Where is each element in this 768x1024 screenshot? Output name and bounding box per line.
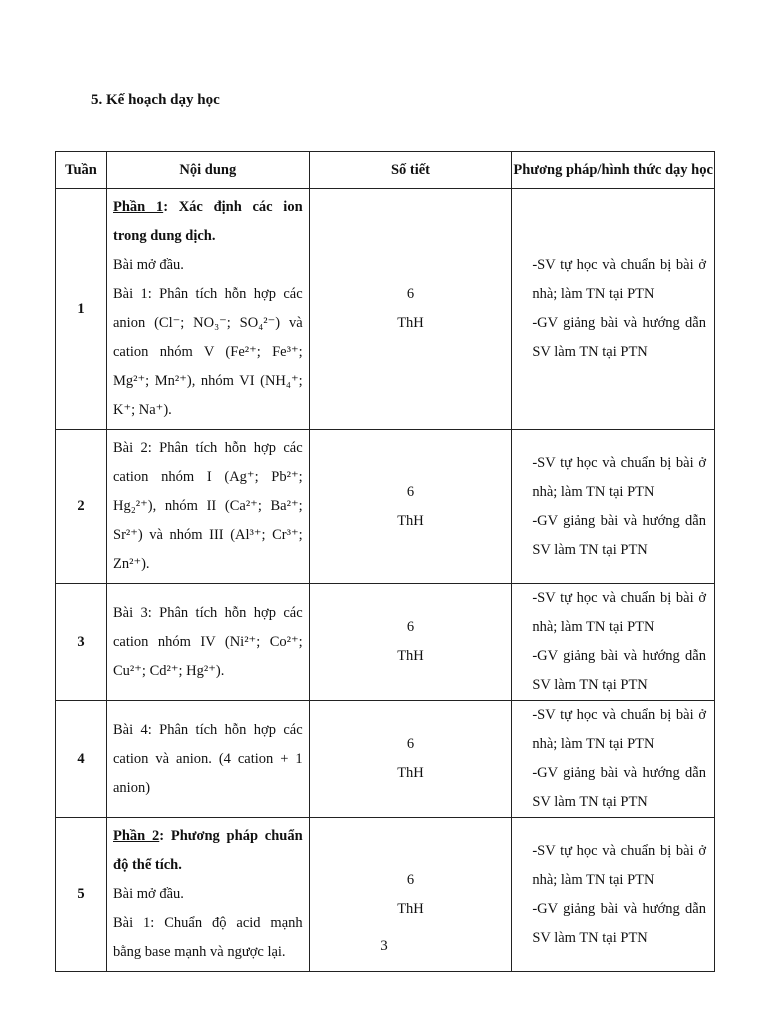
content-cell	[107, 430, 310, 584]
week-cell: 5	[56, 818, 107, 972]
method-student: -SV tự học và chuẩn bị bài ở nhà; làm TN tại PTN	[532, 707, 706, 752]
hours-number: 6	[406, 483, 415, 500]
hours-unit: ThH	[397, 315, 424, 331]
method-teacher: -GV giảng bài và hướng dẫn SV làm TN tại PTN	[532, 512, 706, 558]
method-teacher: -GV giảng bài và hướng dẫn SV làm TN tại PTN	[532, 765, 706, 810]
method-teacher: -GV giảng bài và hướng dẫn SV làm TN tại PTN	[532, 648, 706, 693]
page-number: 3	[380, 938, 388, 954]
hours-unit: ThH	[397, 765, 424, 781]
method-cell	[512, 430, 715, 584]
lesson-text: Bài 1: Chuẩn độ acid mạnh bằng base mạnh và ngược lại.	[113, 915, 303, 960]
hours-number: 6	[406, 871, 415, 888]
hours-number: 6	[406, 736, 415, 752]
method-student: -SV tự học và chuẩn bị bài ở nhà; làm TN tại PTN	[532, 842, 706, 888]
part-label: Phần 1	[113, 199, 164, 215]
hours-cell	[309, 701, 512, 818]
table-row	[56, 701, 715, 818]
lesson-text: Bài 2: Phân tích hỗn hợp các cation nhóm I (Ag⁺; Pb²⁺; Hg₂²⁺), nhóm II (Ca²⁺; Ba²⁺; Sr²⁺) và nhóm III (Al³⁺; Cr³⁺; Zn²⁺).	[113, 440, 303, 572]
week-cell: 2	[56, 430, 107, 584]
table-row	[56, 430, 715, 584]
hours-number: 6	[406, 286, 415, 302]
week-cell: 4	[56, 701, 107, 818]
hours-unit: ThH	[397, 512, 424, 529]
intro-text: Bài mở đầu.	[113, 257, 184, 273]
method-cell	[512, 189, 715, 430]
week-cell: 3	[56, 584, 107, 701]
hours-unit: ThH	[397, 900, 424, 917]
part-heading	[113, 199, 303, 244]
hours-cell	[309, 189, 512, 430]
part-title: : Xác định các ion trong dung dịch.	[113, 199, 303, 244]
intro-text: Bài mở đầu.	[113, 886, 184, 902]
method-teacher: -GV giảng bài và hướng dẫn SV làm TN tại PTN	[532, 900, 706, 946]
week-cell: 1	[56, 189, 107, 430]
hours-unit: ThH	[397, 648, 424, 664]
lesson-text: Bài 1: Phân tích hỗn hợp các anion (Cl⁻; NO₃⁻; SO₄²⁻) và cation nhóm V (Fe²⁺; Fe³⁺; Mg²⁺; Mn²⁺), nhóm VI (NH₄⁺; K⁺; Na⁺).	[113, 286, 303, 418]
table-row	[56, 189, 715, 430]
method-student: -SV tự học và chuẩn bị bài ở nhà; làm TN tại PTN	[532, 257, 706, 302]
header-method: Phương pháp/hình thức dạy học	[512, 152, 715, 189]
hours-cell	[309, 430, 512, 584]
method-cell	[512, 701, 715, 818]
content-cell	[107, 189, 310, 430]
table-header-row	[56, 152, 715, 189]
header-week: Tuần	[56, 152, 107, 189]
part-label: Phần 2	[113, 828, 160, 844]
hours-cell	[309, 584, 512, 701]
method-student: -SV tự học và chuẩn bị bài ở nhà; làm TN tại PTN	[532, 454, 706, 500]
section-heading: 5. Kế hoạch dạy học	[91, 92, 220, 108]
content-cell	[107, 701, 310, 818]
lesson-text: Bài 3: Phân tích hỗn hợp các cation nhóm IV (Ni²⁺; Co²⁺; Cu²⁺; Cd²⁺; Hg²⁺).	[113, 604, 303, 679]
header-content: Nội dung	[107, 152, 310, 189]
lesson-text: Bài 4: Phân tích hỗn hợp các cation và anion. (4 cation + 1 anion)	[113, 721, 303, 796]
part-heading	[113, 828, 303, 873]
method-student: -SV tự học và chuẩn bị bài ở nhà; làm TN tại PTN	[532, 590, 706, 635]
header-hours: Số tiết	[309, 152, 512, 189]
method-cell	[512, 584, 715, 701]
part-title: : Phương pháp chuẩn độ thể tích.	[113, 828, 303, 873]
content-cell	[107, 584, 310, 701]
method-teacher: -GV giảng bài và hướng dẫn SV làm TN tại PTN	[532, 315, 706, 360]
hours-number: 6	[406, 619, 415, 635]
teaching-plan-table	[55, 151, 715, 972]
table-row	[56, 584, 715, 701]
